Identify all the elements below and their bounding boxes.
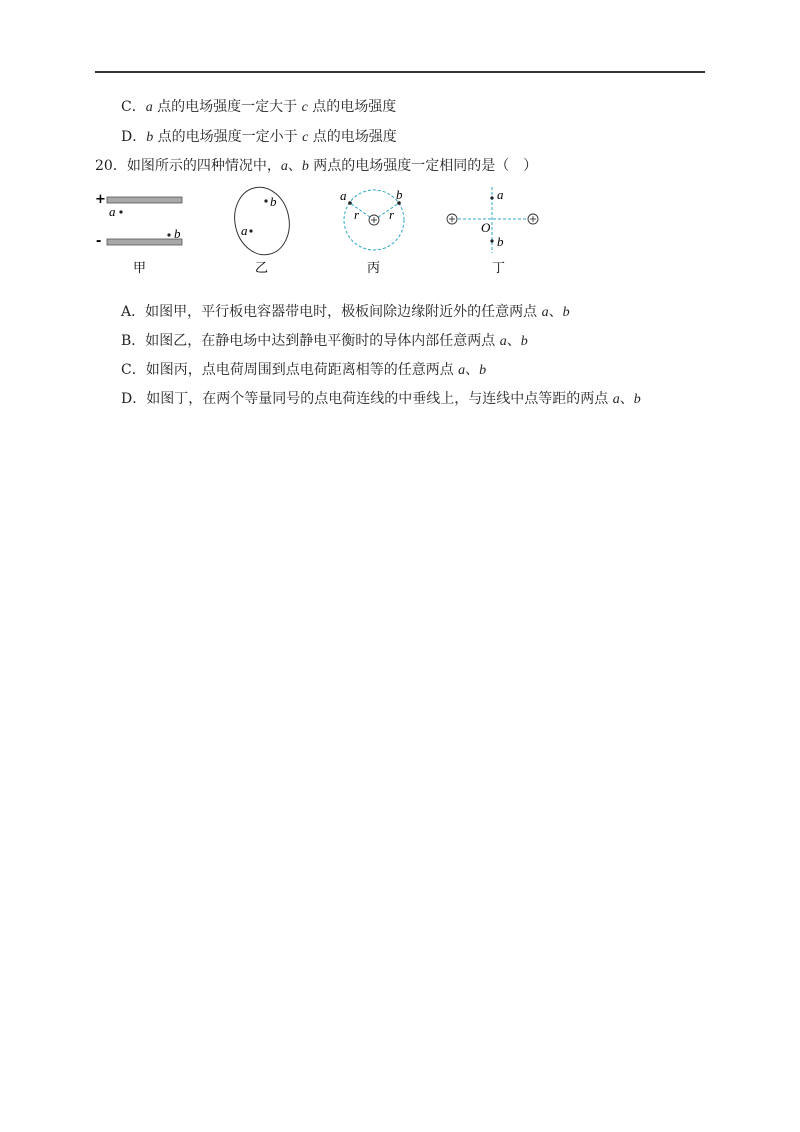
conductor-outline — [229, 183, 296, 260]
option-b[interactable]: B．如图乙，在静电场中达到静电平衡时的导体内部任意两点 a、b — [121, 333, 528, 349]
option-a[interactable]: A．如图甲，平行板电容器带电时，极板间除边缘附近外的任意两点 a、b — [121, 304, 570, 320]
caption-bing: 丙 — [367, 261, 381, 275]
header-rule — [95, 71, 705, 73]
point-a — [249, 229, 252, 232]
point-b-label: b — [174, 226, 181, 241]
caption-jia: 甲 — [133, 261, 147, 275]
option-d[interactable]: D．如图丁，在两个等量同号的点电荷连线的中垂线上，与连线中点等距的两点 a、b — [121, 391, 641, 407]
point-a-label: a — [241, 223, 248, 238]
minus-sign: - — [96, 234, 102, 249]
figure-bing — [340, 187, 404, 275]
question-number: 20 — [95, 158, 113, 174]
figure-yi — [229, 183, 296, 275]
point-b — [167, 233, 170, 236]
point-a — [119, 210, 122, 213]
top-plate — [107, 197, 182, 203]
plus-sign: + — [95, 192, 106, 207]
caption-yi: 乙 — [255, 261, 269, 275]
point-a-label: a — [340, 188, 347, 203]
point-b — [264, 199, 267, 202]
bottom-plate — [107, 239, 182, 245]
prev-option-c[interactable]: C．a 点的电场强度一定大于 c 点的电场强度 — [121, 99, 397, 115]
point-a-label: a — [497, 187, 504, 202]
point-b-label: b — [270, 194, 277, 209]
point-b — [490, 239, 493, 242]
caption-ding: 丁 — [492, 261, 506, 275]
point-a — [490, 196, 493, 199]
figure-jia — [95, 192, 182, 275]
prev-option-d[interactable]: D．b 点的电场强度一定小于 c 点的电场强度 — [121, 129, 397, 145]
option-c[interactable]: C．如图丙，点电荷周围到点电荷距离相等的任意两点 a、b — [121, 362, 487, 378]
point-a-label: a — [109, 204, 116, 219]
point-o-label: O — [481, 220, 491, 235]
question-stem: 20．如图所示的四种情况中，a、b 两点的电场强度一定相同的是（ ） — [95, 158, 538, 174]
figure-ding — [447, 187, 538, 275]
point-b-label: b — [396, 187, 403, 202]
figures — [90, 183, 560, 275]
point-b-label: b — [497, 234, 504, 249]
point-a — [348, 201, 352, 205]
radius-label-2: r — [389, 207, 395, 222]
radius-label-1: r — [354, 207, 360, 222]
